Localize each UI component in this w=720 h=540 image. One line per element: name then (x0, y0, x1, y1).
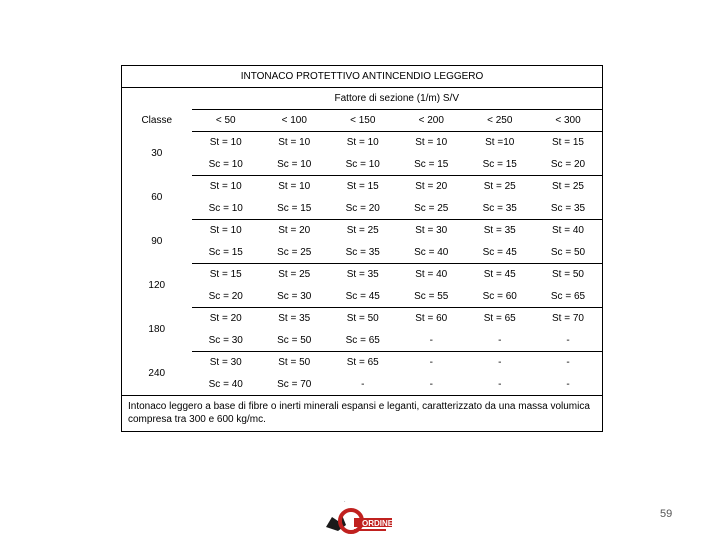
table-row (122, 308, 603, 330)
column-header: < 200 (397, 110, 466, 132)
st-value-cell: St = 50 (278, 357, 311, 369)
svg-text:·: · (344, 499, 346, 505)
sc-value-cell: Sc = 55 (397, 286, 466, 308)
st-value-cell: St = 15 (209, 269, 242, 281)
sc-value-cell: Sc = 50 (260, 330, 329, 352)
st-value-cell: St = 20 (209, 313, 242, 325)
st-value-cell: St = 30 (209, 357, 242, 369)
table-row (122, 264, 603, 286)
table-title: INTONACO PROTETTIVO ANTINCENDIO LEGGERO (122, 66, 603, 88)
sc-value-cell: Sc = 10 (192, 154, 261, 176)
sc-value-cell: Sc = 10 (260, 154, 329, 176)
sc-value-cell: Sc = 65 (534, 286, 603, 308)
sc-value-cell: Sc = 40 (192, 374, 261, 396)
table-row (122, 330, 603, 352)
fire-protection-table (121, 65, 603, 432)
sc-value-cell: Sc = 30 (192, 330, 261, 352)
st-value-cell: St = 15 (534, 132, 603, 154)
sc-value-cell: - (534, 330, 603, 352)
table-row (122, 176, 603, 198)
table-row (122, 242, 603, 264)
st-value-cell: St = 35 (346, 269, 379, 281)
st-value-cell: St = 45 (483, 269, 516, 281)
column-header: < 50 (192, 110, 261, 132)
sc-value-cell: Sc = 45 (466, 242, 535, 264)
classe-cell: 30 (122, 132, 192, 176)
column-header: < 100 (260, 110, 329, 132)
sc-value-cell: - (466, 330, 535, 352)
classe-cell: 90 (122, 220, 192, 264)
st-value-cell: - (534, 352, 603, 374)
sc-value-cell: Sc = 20 (329, 198, 398, 220)
sc-value-cell: Sc = 25 (397, 198, 466, 220)
sc-value-cell: - (397, 374, 466, 396)
st-value-cell: St = 65 (483, 313, 516, 325)
st-value-cell: St = 50 (534, 264, 603, 286)
column-header: < 150 (329, 110, 398, 132)
sc-value-cell: - (534, 374, 603, 396)
page-number: 59 (660, 508, 673, 520)
classe-cell: 60 (122, 176, 192, 220)
sc-value-cell: - (397, 330, 466, 352)
st-value-cell: St = 10 (278, 181, 311, 193)
st-value-cell: St = 25 (534, 176, 603, 198)
column-header: < 250 (466, 110, 535, 132)
st-value-cell: St = 20 (415, 181, 448, 193)
sc-value-cell: Sc = 60 (466, 286, 535, 308)
st-value-cell: St = 50 (346, 313, 379, 325)
table-row (122, 352, 603, 374)
classe-header: Classe (122, 110, 192, 132)
classe-cell: 240 (122, 352, 192, 396)
sc-value-cell: Sc = 45 (329, 286, 398, 308)
sc-value-cell: Sc = 30 (260, 286, 329, 308)
classe-cell: 120 (122, 264, 192, 308)
table-note: Intonaco leggero a base di fibre o inerti minerali espansi e leganti, caratterizzato da una massa volumica compresa tra 300 e 600 kg/mc. (122, 396, 603, 432)
st-value-cell: St = 65 (346, 357, 379, 369)
sc-value-cell: Sc = 10 (329, 154, 398, 176)
sc-value-cell: Sc = 65 (329, 330, 398, 352)
st-value-cell: St = 10 (346, 137, 379, 149)
st-value-cell: St = 25 (278, 269, 311, 281)
section-factor-header: Fattore di sezione (1/m) S/V (192, 88, 603, 110)
st-value-cell: St = 10 (415, 137, 448, 149)
sc-value-cell: Sc = 50 (534, 242, 603, 264)
sc-value-cell: Sc = 35 (329, 242, 398, 264)
table-row (122, 374, 603, 396)
st-value-cell: St =10 (485, 137, 515, 149)
table-row (122, 154, 603, 176)
sc-value-cell: Sc = 40 (397, 242, 466, 264)
st-value-cell: St = 10 (209, 137, 242, 149)
st-value-cell: St = 40 (534, 220, 603, 242)
table-row (122, 220, 603, 242)
column-header: < 300 (534, 110, 603, 132)
sc-value-cell: Sc = 25 (260, 242, 329, 264)
st-value-cell: St = 15 (346, 181, 379, 193)
sc-value-cell: Sc = 15 (260, 198, 329, 220)
st-value-cell: St = 35 (278, 313, 311, 325)
table-row (122, 132, 603, 154)
ordine-logo (324, 497, 396, 537)
sc-value-cell: Sc = 70 (260, 374, 329, 396)
st-value-cell: St = 25 (483, 181, 516, 193)
sc-value-cell: Sc = 35 (466, 198, 535, 220)
sc-value-cell: - (329, 374, 398, 396)
st-value-cell: St = 40 (415, 269, 448, 281)
st-value-cell: St = 25 (346, 225, 379, 237)
st-value-cell: St = 20 (278, 225, 311, 237)
sc-value-cell: Sc = 15 (466, 154, 535, 176)
sc-value-cell: Sc = 20 (534, 154, 603, 176)
st-value-cell: St = 60 (415, 313, 448, 325)
st-value-cell: St = 35 (483, 225, 516, 237)
logo-text: ORDINE (362, 519, 394, 528)
st-value-cell: - (429, 357, 433, 369)
st-value-cell: St = 30 (415, 225, 448, 237)
note-row (122, 396, 603, 432)
st-value-cell: St = 10 (209, 181, 242, 193)
sc-value-cell: Sc = 10 (192, 198, 261, 220)
sc-value-cell: - (466, 374, 535, 396)
classe-cell: 180 (122, 308, 192, 352)
st-value-cell: St = 10 (209, 225, 242, 237)
table-row (122, 198, 603, 220)
st-value-cell: - (498, 357, 502, 369)
sc-value-cell: Sc = 15 (192, 242, 261, 264)
table-row (122, 286, 603, 308)
sc-value-cell: Sc = 35 (534, 198, 603, 220)
sc-value-cell: Sc = 20 (192, 286, 261, 308)
sc-value-cell: Sc = 15 (397, 154, 466, 176)
st-value-cell: St = 70 (534, 308, 603, 330)
st-value-cell: St = 10 (278, 137, 311, 149)
